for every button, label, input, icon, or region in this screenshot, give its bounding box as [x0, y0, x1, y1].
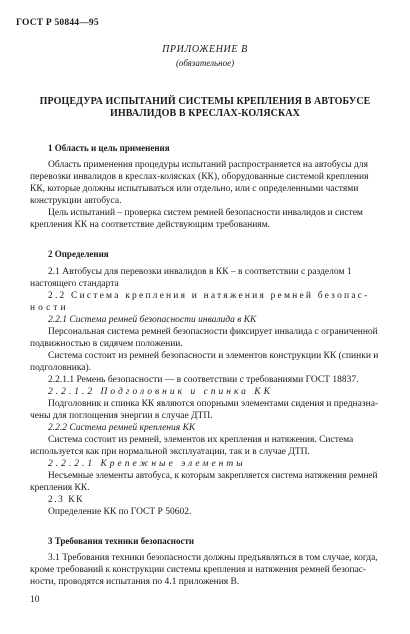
s2-line: 2.2.2 Система ремней крепления КК	[48, 423, 196, 433]
s2-line: 2.1 Автобусы для перевозки инвалидов в КК – в соответствии с разделом 1	[48, 267, 352, 277]
s2-line: чены для поглощения энергии в случае ДТП.	[30, 411, 213, 421]
s1-line: крепления КК на соответствие действующим требованиям.	[30, 220, 271, 230]
s2-line: Система состоит из ремней безопасности и элементов конструкции КК (спинки и	[48, 351, 379, 361]
appendix-subtitle: (обязательное)	[175, 58, 235, 68]
s2-line: Система состоит из ремней, элементов их крепления и натяжения. Система	[48, 435, 354, 445]
main-title-line-2: ИНВАЛИДОВ В КРЕСЛАХ-КОЛЯСКАХ	[110, 108, 300, 119]
s2-line: 2.2.2.1 Крепежные элементы	[48, 459, 246, 469]
main-title-line-1: ПРОЦЕДУРА ИСПЫТАНИЙ СИСТЕМЫ КРЕПЛЕНИЯ В АВТОБУСЕ	[39, 96, 371, 107]
section-3-heading: 3 Требования техники безопасности	[48, 536, 195, 546]
standard-header: ГОСТ Р 50844—95	[16, 18, 99, 28]
s3-line: 3.1 Требования техники безопасности должны предъявляться в том случае, когда,	[48, 553, 378, 563]
s3-line: кроме требований к конструкции системы крепления и натяжения ремней безопас-	[30, 565, 367, 575]
s1-line: перевозки инвалидов в креслах-колясках (КК), оборудованные системой крепления	[30, 172, 369, 182]
s2-line: 2.2.1 Система ремней безопасности инвалида в КК	[48, 315, 257, 325]
s1-line: Область применения процедуры испытаний распространяется на автобусы для	[48, 160, 368, 170]
s2-line: подвижностью в сидячем положении.	[30, 339, 183, 349]
s2-line: Персональная система ремней безопасности фиксирует инвалида с ограниченной	[48, 327, 378, 337]
s2-line: 2.2.1.1 Ремень безопасности — в соответствии с требованиями ГОСТ 18837.	[48, 375, 359, 385]
s2-line: 2.3 КК	[48, 495, 84, 505]
s2-line: настоящего стандарта	[30, 279, 119, 289]
s2-line: ности	[30, 303, 69, 313]
s2-line: 2.2 Система крепления и натяжения ремней безопас-	[48, 291, 370, 301]
s2-line: Несъемные элементы автобуса, к которым закрепляется система натяжения ремней	[48, 471, 378, 481]
s3-line: ности, проводятся испытания по 4.1 приложения В.	[30, 577, 240, 587]
s2-line: Определение КК по ГОСТ Р 50602.	[48, 507, 192, 517]
s1-line: КК, которые должны испытываться или отдельно, или с определенными частями	[30, 184, 359, 194]
s2-line: подголовника).	[30, 363, 92, 373]
s1-line: Цель испытаний – проверка систем ремней безопасности инвалидов и систем	[48, 208, 363, 218]
s2-line: крепления КК.	[30, 483, 90, 493]
s2-line: 2.2.1.2 Подголовник и спинка КК	[48, 387, 273, 397]
section-1-heading: 1 Область и цель применения	[48, 143, 170, 153]
section-2-heading: 2 Определения	[48, 249, 109, 259]
s2-line: Подголовник и спинка КК являются опорными элементами сидения и предназна-	[48, 399, 379, 409]
page-number: 10	[30, 595, 40, 605]
s1-line: конструкции автобуса.	[30, 196, 122, 206]
appendix-title: ПРИЛОЖЕНИЕ В	[162, 44, 248, 55]
s2-line: используется как при нормальной эксплуатации, так и в случае ДТП.	[30, 447, 310, 457]
